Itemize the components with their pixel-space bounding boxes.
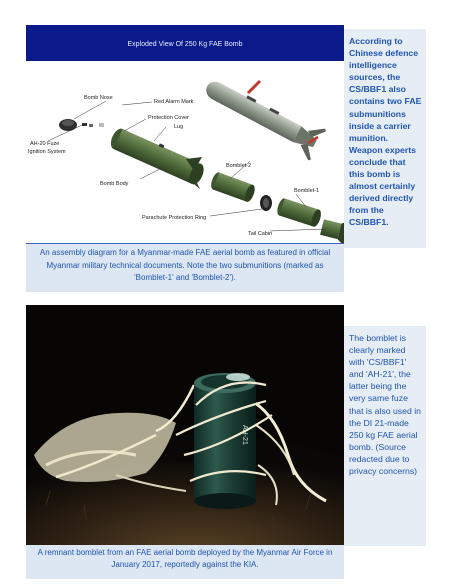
label-lug: Lug xyxy=(174,124,184,130)
figure-1-caption: An assembly diagram for a Myanmar-made FAE aerial bomb as featured in official Myanmar military technical documents. Note the two submunitions (marked as 'Bomblet-1' and 'Bomblet-2'). xyxy=(39,248,331,282)
bomblet-2-part xyxy=(209,171,257,203)
sidebar-note-1-text: According to Chinese defence intelligence sources, the CS/BBF1 also contains two FAE submunitions inside a carrier munition. Weapon experts conclude that this bomb is almost certainly derived directly from the CS/BBF1. xyxy=(349,36,422,228)
sidebar-note-2 xyxy=(344,326,426,546)
bomblet-photo xyxy=(26,305,344,545)
bomb-nose-part xyxy=(59,119,77,131)
figure-2-caption: A remnant bomblet from an FAE aerial bomb deployed by the Myanmar Air Force in January 2017, reportedly against the KIA. xyxy=(37,548,333,569)
label-ignition-system: Ignition System xyxy=(28,149,66,155)
canister-marking: AH-21 xyxy=(241,425,248,445)
figure-1-caption-box xyxy=(26,243,344,292)
label-tail-cabin: Tail Cabin xyxy=(248,231,273,237)
figure-2-caption-box xyxy=(26,545,344,579)
diagram-title: Exploded View Of 250 Kg FAE Bomb xyxy=(127,41,243,48)
label-bomb-nose: Bomb Nose xyxy=(84,95,113,101)
label-bomb-body: Bomb Body xyxy=(100,181,129,187)
exploded-bomb-illustration xyxy=(26,61,344,243)
label-bomblet-2: Bomblet-2 xyxy=(226,163,252,169)
label-parachute-ring: Parachute Protection Ring xyxy=(142,215,207,221)
tail-cabin-part xyxy=(318,211,344,243)
ah20-fuze-part xyxy=(82,123,87,126)
sidebar-note-2-text: The bomblet is clearly marked with 'CS/BBF1' and 'AH-21', the latter being the very same fuze that is also used in the DI 21-made 250 kg FAE aerial bomb. (Source redacted due to privacy concerns) xyxy=(349,333,421,477)
label-protection-cover: Protection Cover xyxy=(148,115,189,121)
red-alarm-mark-flag xyxy=(248,81,260,93)
exploded-diagram-figure xyxy=(26,25,344,243)
bomblet-photo-image xyxy=(26,305,344,545)
label-red-alarm-mark: Red Alarm Mark xyxy=(154,99,194,105)
assembled-bomb xyxy=(199,70,327,161)
parachute-ring-part xyxy=(260,195,272,211)
label-bomblet-1: Bomblet-1 xyxy=(294,188,320,194)
label-ah20-fuze: AH-20 Fuze xyxy=(30,141,60,147)
sidebar-note-1 xyxy=(344,29,426,248)
bomblet-1-part xyxy=(275,197,322,228)
